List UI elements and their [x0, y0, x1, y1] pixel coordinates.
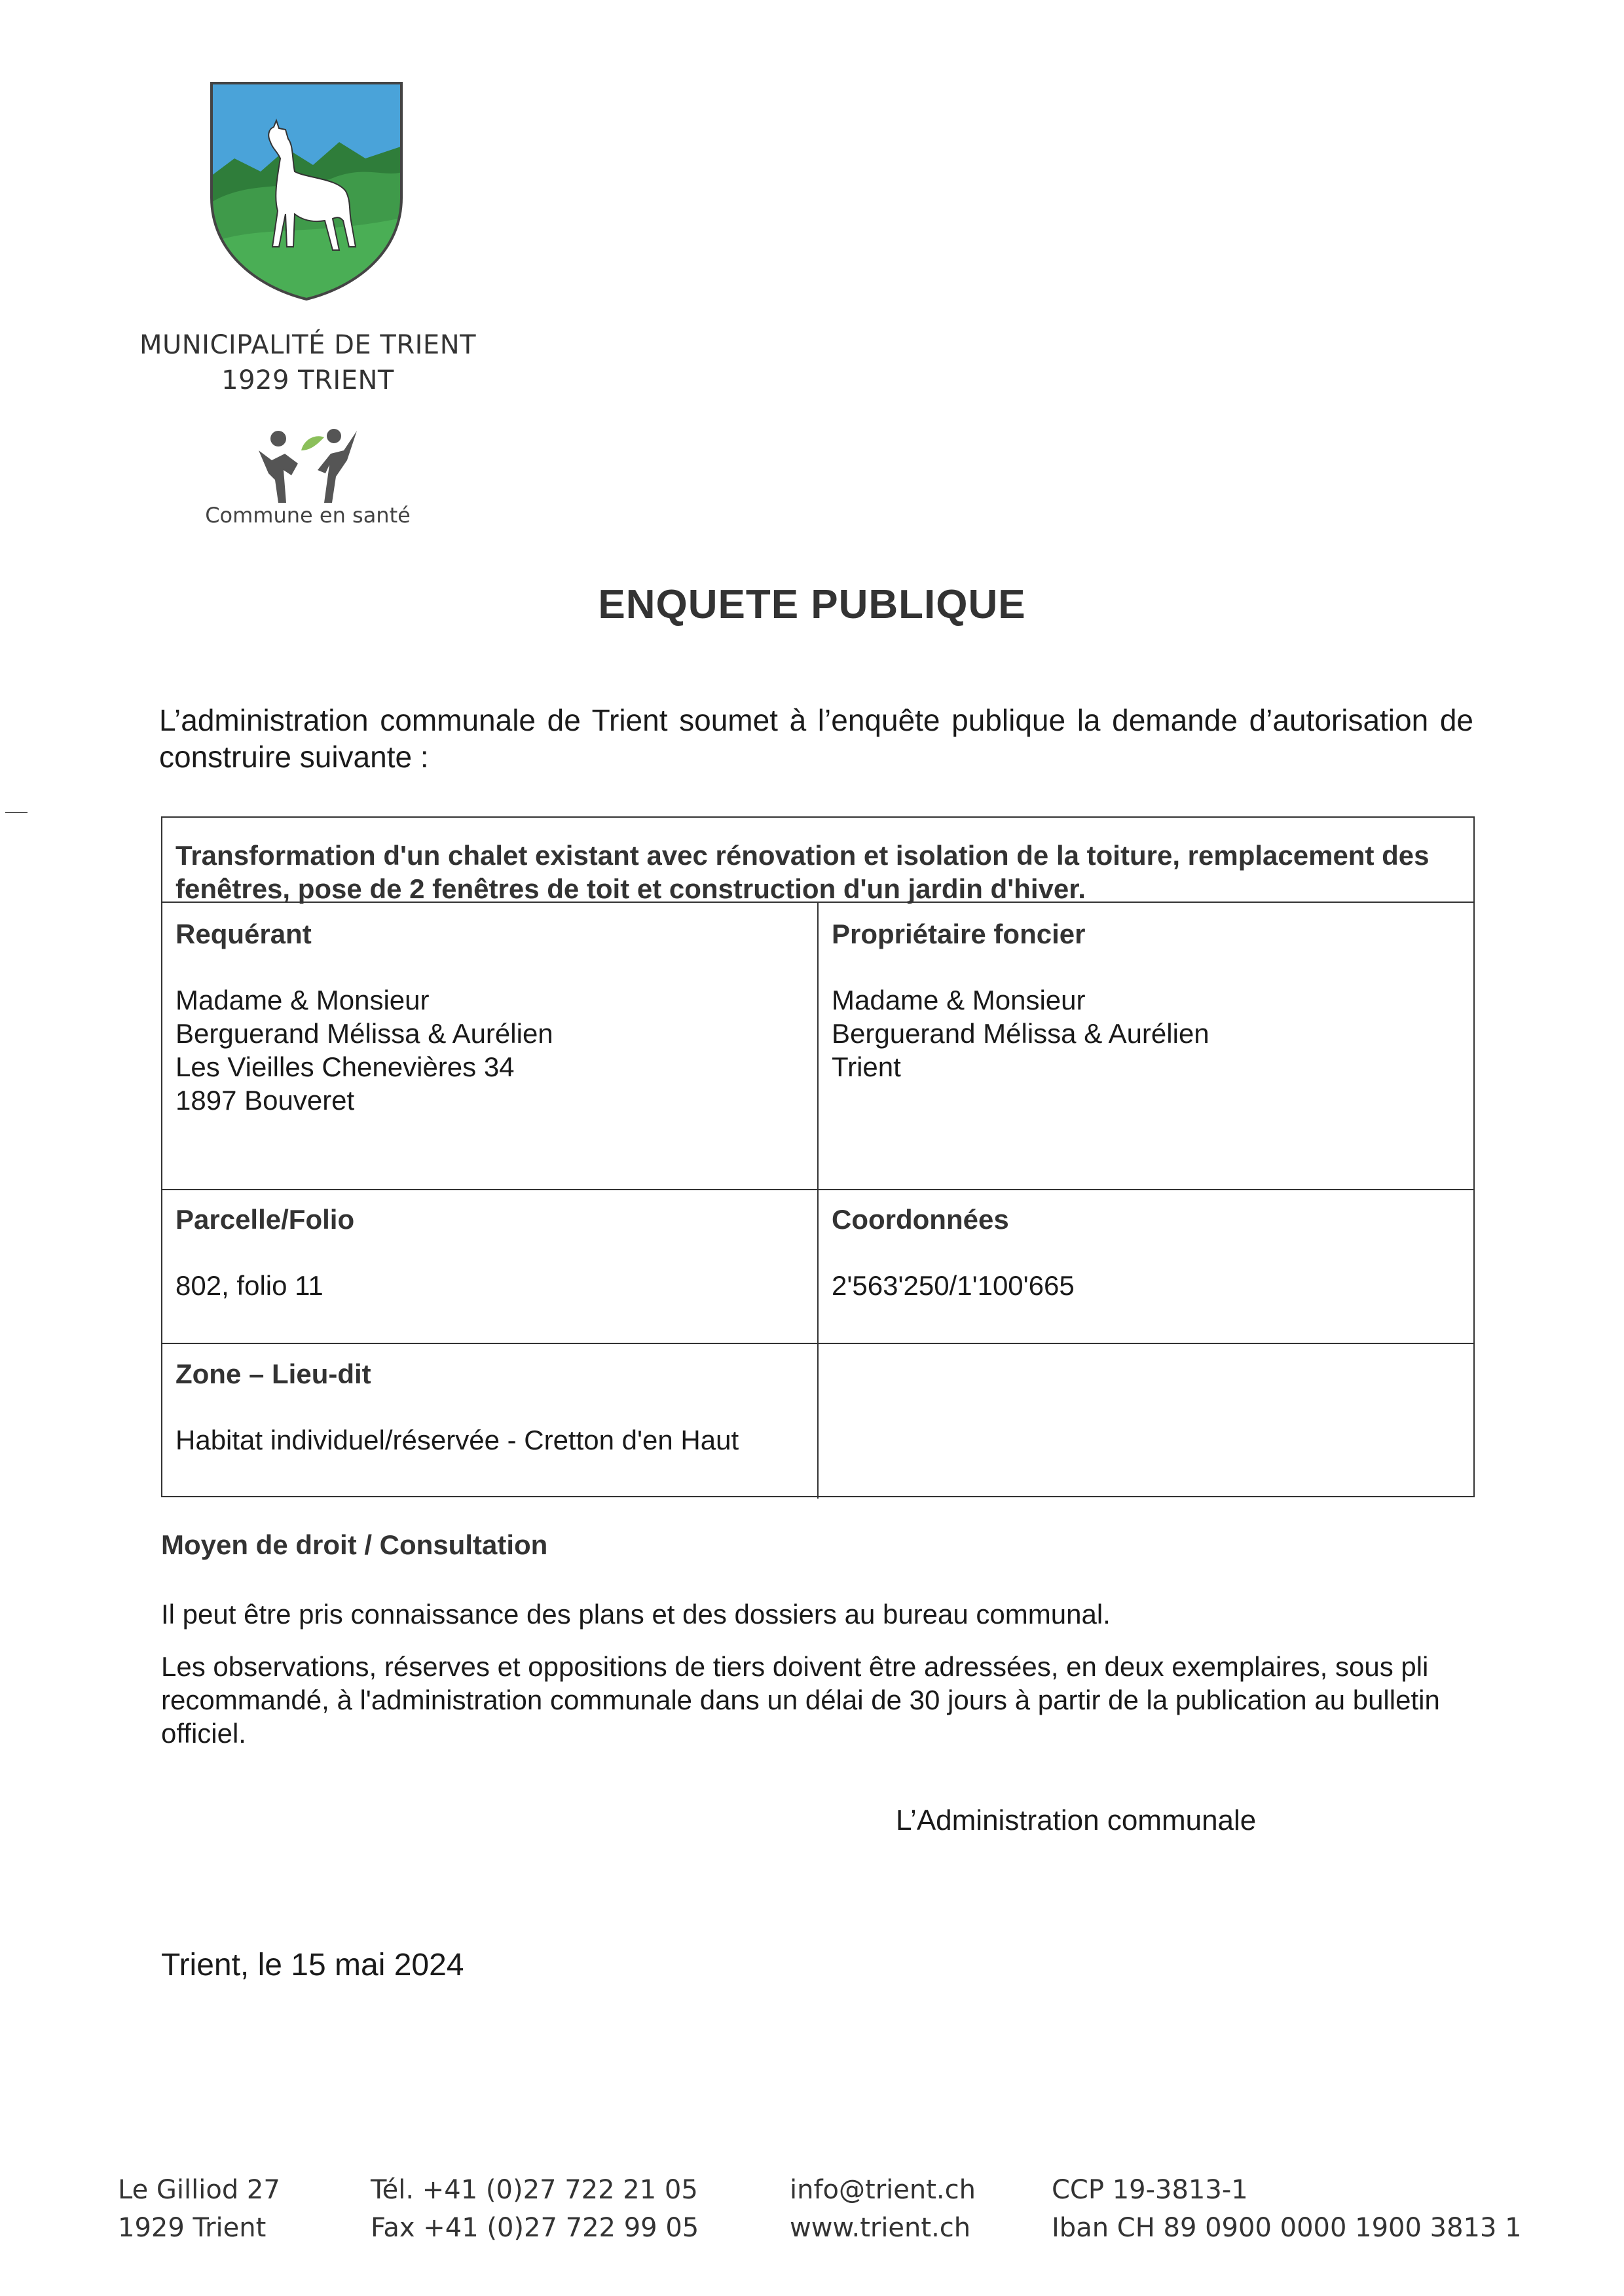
- zone-heading: Zone – Lieu-dit: [175, 1358, 371, 1389]
- proprietaire-cell: [832, 917, 1460, 1084]
- intro-paragraph: L’administration communale de Trient soumet à l’enquête publique la demande d’autorisation de construire suivante :: [159, 703, 1473, 774]
- table-column-divider: [817, 902, 819, 1499]
- document-date: Trient, le 15 mai 2024: [161, 1948, 464, 1982]
- requerant-line: Madame & Monsieur: [175, 985, 430, 1015]
- zone-cell: [175, 1357, 804, 1457]
- zone-value: Habitat individuel/réservée - Cretton d'en Haut: [175, 1425, 739, 1455]
- footer-bank: [1052, 2171, 1522, 2247]
- footer-city: 1929 Trient: [118, 2213, 267, 2243]
- commune-en-sante-logo-icon: [252, 424, 363, 509]
- page-title: ENQUETE PUBLIQUE: [598, 582, 1026, 627]
- project-description: Transformation d'un chalet existant avec rénovation et isolation de la toiture, remplacement des fenêtres, pose de 2 fenêtres de toit et construction d'un jardin d'hiver.: [175, 840, 1430, 904]
- parcelle-heading: Parcelle/Folio: [175, 1204, 355, 1235]
- requerant-line: 1897 Bouveret: [175, 1085, 355, 1116]
- consultation-paragraph: Il peut être pris connaissance des plans et des dossiers au bureau communal.: [161, 1599, 1111, 1630]
- chamois-crest-icon: [208, 80, 405, 302]
- municipality-postcode: 1929 TRIENT: [221, 365, 394, 395]
- footer-street: Le Gilliod 27: [118, 2175, 280, 2205]
- municipality-address: [131, 327, 485, 398]
- footer-iban: Iban CH 89 0900 0000 1900 3813 1: [1052, 2213, 1522, 2243]
- proprietaire-line: Madame & Monsieur: [832, 985, 1086, 1015]
- parcelle-value: 802, folio 11: [175, 1270, 323, 1301]
- requerant-heading: Requérant: [175, 919, 312, 949]
- margin-mark: [5, 812, 28, 813]
- moyen-heading: Moyen de droit / Consultation: [161, 1529, 548, 1560]
- footer-email[interactable]: info@trient.ch: [790, 2175, 976, 2205]
- coordonnees-cell: [832, 1203, 1460, 1302]
- footer-tel: Tél. +41 (0)27 722 21 05: [371, 2175, 698, 2205]
- observations-paragraph: Les observations, réserves et oppositions de tiers doivent être adressées, en deux exemplaires, sous pli recommandé, à l'administration communale dans un délai de 30 jours à partir de la publication au bulletin officiel.: [161, 1651, 1440, 1749]
- requerant-cell: [175, 917, 804, 1117]
- parcelle-cell: [175, 1203, 804, 1302]
- proprietaire-line: Berguerand Mélissa & Aurélien: [832, 1018, 1209, 1049]
- commune-en-sante-label: Commune en santé: [205, 503, 411, 528]
- footer-fax: Fax +41 (0)27 722 99 05: [371, 2213, 699, 2243]
- coordonnees-value: 2'563'250/1'100'665: [832, 1270, 1075, 1301]
- proprietaire-line: Trient: [832, 1051, 901, 1082]
- signature: L’Administration communale: [896, 1804, 1257, 1836]
- proprietaire-heading: Propriétaire foncier: [832, 919, 1086, 949]
- application-table: [161, 816, 1475, 1497]
- footer-phone: [371, 2171, 699, 2247]
- footer-ccp: CCP 19-3813-1: [1052, 2175, 1248, 2205]
- footer-address: [118, 2171, 280, 2247]
- requerant-line: Les Vieilles Chenevières 34: [175, 1051, 515, 1082]
- footer-website[interactable]: www.trient.ch: [790, 2213, 971, 2243]
- footer-contact: [790, 2171, 976, 2247]
- municipality-name: MUNICIPALITÉ DE TRIENT: [139, 330, 477, 360]
- requerant-line: Berguerand Mélissa & Aurélien: [175, 1018, 553, 1049]
- coordonnees-heading: Coordonnées: [832, 1204, 1009, 1235]
